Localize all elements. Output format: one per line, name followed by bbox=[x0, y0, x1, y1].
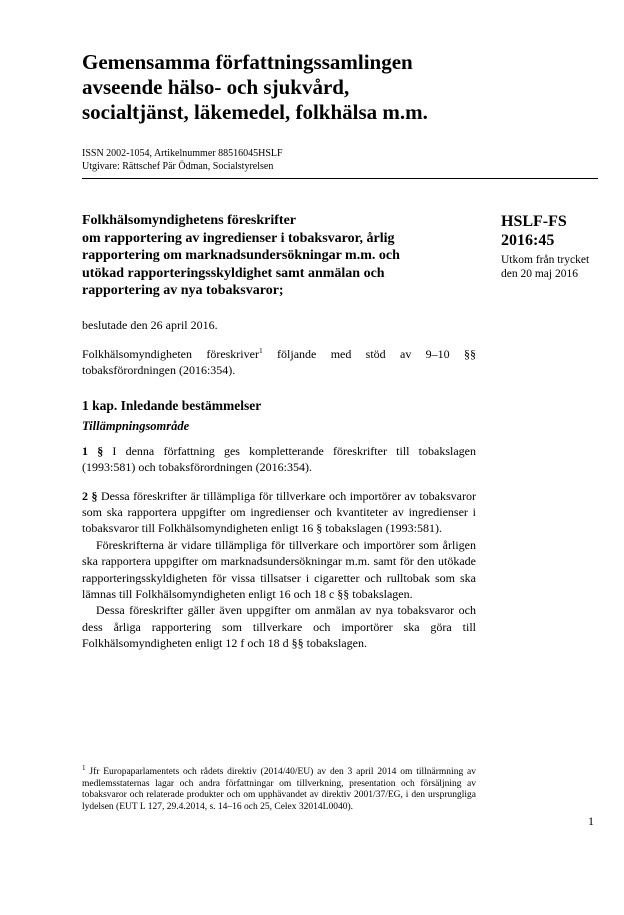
title-line-2: om rapportering av ingredienser i tobaksvaror, årlig bbox=[82, 230, 395, 246]
paragraph-2-text-2: Föreskrifterna är vidare tillämpliga för tillverkare och importörer som årligen ska rapportera uppgifter om marknadsundersökningar m.m. samt för den utökade rapporteringsskyldigheten för vissa tillsatser i cigaretter och rulltobak som ska lämnas till Folkhälsomyndigheten enligt 16 och 18 c §§ tobakslagen. bbox=[82, 537, 476, 601]
publication-date-note bbox=[501, 253, 601, 281]
series-code-line-2: 2016:45 bbox=[501, 232, 555, 249]
publication-meta bbox=[82, 148, 283, 173]
chapter-heading: 1 kap. Inledande bestämmelser bbox=[82, 397, 262, 413]
masthead-line-3: socialtjänst, läkemedel, folkhälsa m.m. bbox=[82, 100, 428, 124]
title-line-4: utökad rapporteringsskyldighet samt anmälan och bbox=[82, 265, 385, 281]
header-divider bbox=[82, 178, 598, 179]
regulation-title bbox=[82, 212, 476, 300]
publication-note-line-2: den 20 maj 2016 bbox=[501, 268, 578, 280]
title-line-3: rapportering om marknadsundersökningar m.m. och bbox=[82, 248, 400, 263]
page-number: 1 bbox=[588, 814, 594, 828]
sidebar-info bbox=[501, 212, 601, 281]
title-line-1: Folkhälsomyndighetens föreskrifter bbox=[82, 213, 297, 228]
intro-text-end: följande med stöd av 9–10 §§ tobaksförordningen (2016:354). bbox=[82, 346, 476, 378]
paragraph-2-text-3: Dessa föreskrifter gäller även uppgifter om anmälan av nya tobaksvaror och dess årliga rapportering som tillverkare och importörer ska göra till Folkhälsomyndigheten enligt 12 f och 18 d §§ tobakslagen. bbox=[82, 603, 476, 651]
series-code bbox=[501, 212, 601, 250]
main-content bbox=[82, 212, 476, 652]
footnote-number: 1 bbox=[82, 763, 86, 772]
publisher-line: Utgivare: Rättschef Pär Ödman, Socialstyrelsen bbox=[82, 160, 274, 172]
paragraph-1-number: 1 § bbox=[82, 443, 104, 458]
footnote bbox=[82, 763, 477, 813]
footnote-text: Jfr Europaparlamentets och rådets direktiv (2014/40/EU) av den 3 april 2014 om tillnärmning av medlemsstaternas lagar och andra författningar om tillverkning, presentation och försäljning av tobaksvaror och relaterade produkter och om upphävandet av direktiv 2001/37/EG, i den ursprungliga lydelsen (EUT L 127, 29.4.2014, s. 14–16 och 25, Celex 32014L0040). bbox=[82, 767, 477, 812]
masthead-line-1: Gemensamma författningssamlingen bbox=[82, 50, 413, 74]
paragraph-1-text: I denna författning ges kompletterande föreskrifter till tobakslagen (1993:581) och tobaksförordningen (2016:354). bbox=[82, 443, 477, 475]
paragraph-2 bbox=[82, 488, 476, 537]
masthead-title bbox=[82, 50, 522, 125]
section-subheading: Tillämpningsområde bbox=[82, 418, 190, 433]
decision-date: beslutade den 26 april 2016. bbox=[82, 317, 218, 332]
publication-note-line-1: Utkom från trycket bbox=[501, 254, 590, 266]
title-line-5: rapportering av nya tobaksvaror; bbox=[82, 283, 284, 298]
footnote-reference[interactable]: 1 bbox=[258, 345, 263, 355]
paragraph-2-text-1: Dessa föreskrifter är tillämpliga för tillverkare och importörer av tobaksvaror som ska rapportera uppgifter om ingredienser och kvantiteter av ingredienser i tobaksvaror till Folkhälsomyndigheten enligt 16 § tobakslagen (1993:581). bbox=[82, 488, 477, 536]
issn-line: ISSN 2002-1054, Artikelnummer 88516045HSLF bbox=[82, 148, 283, 159]
series-code-line-1: HSLF-FS bbox=[501, 213, 567, 230]
paragraph-2-number: 2 § bbox=[82, 488, 98, 503]
masthead-line-2: avseende hälso- och sjukvård, bbox=[82, 75, 350, 99]
intro-text-start: Folkhälsomyndigheten föreskriver bbox=[82, 346, 259, 361]
paragraph-1 bbox=[82, 443, 476, 476]
intro-paragraph bbox=[82, 346, 476, 379]
